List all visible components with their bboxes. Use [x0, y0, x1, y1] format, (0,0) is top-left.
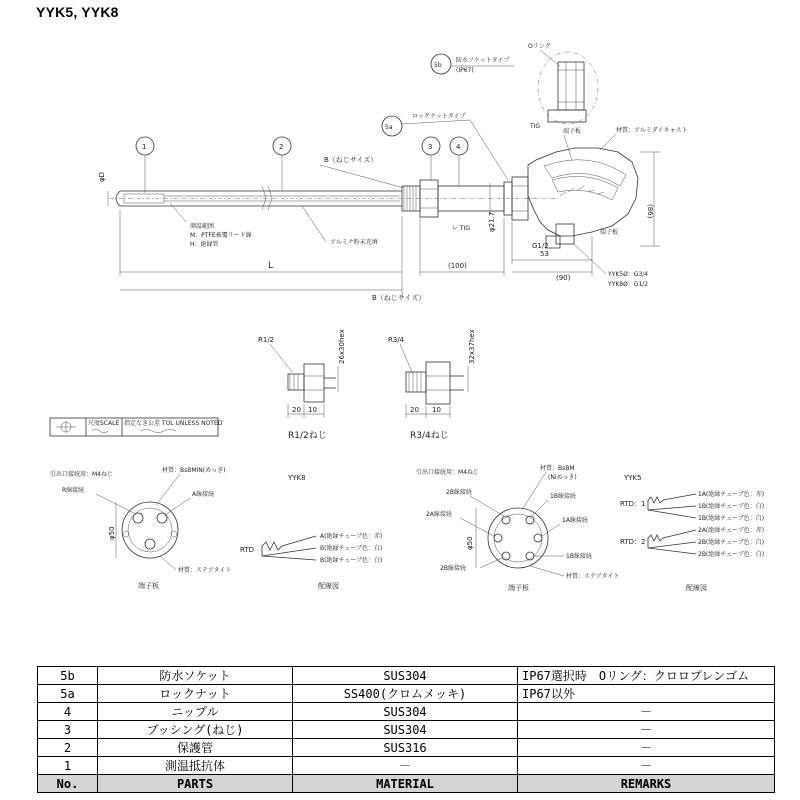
cell-part: ロックナット [98, 685, 293, 703]
thread-r12-dim-b: 10 [308, 406, 317, 414]
yyk5-rtd2: RTD：2 [620, 538, 646, 546]
label-terminal-board: 端子板 [563, 128, 582, 135]
balloon-4: 4 [456, 143, 461, 151]
dim-b-bottom: B（ねじサイズ） [372, 294, 426, 302]
yyk8-terminal-board [50, 466, 306, 590]
yyk5-wiring-caption: 配線図 [686, 584, 707, 592]
cell-no: 4 [38, 703, 98, 721]
yyk5-line-4: 2A(絶縁チューブ色：赤) [698, 527, 765, 534]
balloon-5b: 5b [434, 62, 442, 69]
yyk8-line-a: A(絶縁チューブ色：赤) [320, 533, 383, 540]
parts-table [37, 666, 775, 793]
yyk5-w2a: 2A線接続 [426, 511, 452, 518]
header-material: MATERIAL [293, 775, 518, 793]
label-terminal-board-2: 端子板 [600, 229, 619, 236]
yyk8-wiring [240, 532, 382, 590]
cell-part: 保護管 [98, 739, 293, 757]
yyk5-line-1: 1A(絶縁チューブ色：赤) [698, 491, 765, 498]
dim-53: 53 [540, 250, 549, 258]
thread-r12-caption: R1/2ねじ [288, 431, 327, 441]
yyk5-line-5: 2B(絶縁チューブ色：白) [698, 539, 765, 546]
dim-d: φD [98, 171, 106, 182]
thread-r12-label: R1/2 [258, 336, 275, 344]
yyk5-fixing: 材質：ステアタイト [566, 573, 620, 580]
table-row [38, 721, 775, 739]
dim-90: (90) [556, 274, 571, 282]
thread-r12-dim-a: 20 [292, 406, 301, 414]
yyk5-dia: φ50 [466, 536, 474, 550]
yyk8-spec: YYK8Ø：G1/2 [608, 281, 649, 288]
yyk8-material: 材質：BsBMIN(めっき) [162, 467, 226, 474]
cell-part: ブッシング(ねじ) [98, 721, 293, 739]
yyk5-spec: YYK5Ø：G3/4 [608, 271, 649, 278]
cell-no: 1 [38, 757, 98, 775]
yyk5-rtd1: RTD：1 [620, 500, 646, 508]
cell-remarks: － [518, 721, 775, 739]
cell-remarks: IP67選択時 Oリング：クロロプレンゴム [518, 667, 775, 685]
thread-r34-dim-a: 20 [410, 406, 419, 414]
cell-material: SUS304 [293, 703, 518, 721]
dim-100: (100) [448, 262, 467, 270]
table-row [38, 685, 775, 703]
yyk5-line-3: 1B(絶縁チューブ色：白) [698, 515, 765, 522]
cell-remarks: － [518, 703, 775, 721]
cell-remarks: IP67以外 [518, 685, 775, 703]
label-oring: Oリング [528, 43, 551, 50]
cell-material: SUS316 [293, 739, 518, 757]
title-box-scale: 尺度SCALE [88, 420, 120, 427]
thread-r34-dim-b: 10 [432, 406, 441, 414]
thread-r34-hex: 32x37hex [468, 329, 476, 364]
table-header-row [38, 775, 775, 793]
header-remarks: REMARKS [518, 775, 775, 793]
dim-g12: G1/2 [532, 242, 549, 250]
balloon-1: 1 [142, 143, 147, 151]
yyk5-material2: (Niめっき) [548, 474, 577, 481]
yyk5-w1b-b: 1B線接続 [566, 553, 592, 560]
label-meas-range: 測温範囲 [190, 223, 215, 230]
cell-no: 5a [38, 685, 98, 703]
thread-r12-hex: 26x30hex [338, 329, 346, 364]
dim-l: L [268, 261, 274, 271]
table-row [38, 703, 775, 721]
title-box [50, 418, 223, 436]
cell-remarks: － [518, 757, 775, 775]
header-parts: PARTS [98, 775, 293, 793]
thread-view-r34 [388, 329, 476, 441]
cell-no: 2 [38, 739, 98, 757]
yyk8-a-wire: A線接続 [192, 491, 215, 498]
balloon-3: 3 [428, 143, 433, 151]
yyk5-line-2: 1B(絶縁チューブ色：白) [698, 503, 765, 510]
cell-part: 測温抵抗体 [98, 757, 293, 775]
yyk8-line-b: B(絶縁チューブ色：白) [320, 545, 383, 552]
balloon-5a: 5a [385, 124, 393, 131]
label-5a: ロックナットタイプ [412, 113, 466, 120]
yyk8-term-screw: 引出口接続用：M4ねじ [50, 471, 113, 478]
cell-no: 3 [38, 721, 98, 739]
yyk8-line-b2: B(絶縁チューブ色：白) [320, 557, 383, 564]
yyk8-wiring-caption: 配線図 [318, 582, 339, 590]
label-b-thread: B（ねじサイズ） [324, 156, 378, 164]
yyk5-board-caption: 端子板 [508, 584, 529, 592]
dim-86: (86) [646, 204, 654, 219]
cell-no: 5b [38, 667, 98, 685]
cell-remarks: － [518, 739, 775, 757]
yyk5-wiring [620, 490, 764, 592]
balloon-2: 2 [279, 143, 284, 151]
yyk5-w1a: 1A線接続 [562, 517, 588, 524]
yyk8-dia: φ50 [108, 526, 116, 540]
yyk8-board-caption: 端子板 [138, 582, 159, 590]
label-terminal-material: 材質：アルミダイキャスト [616, 127, 688, 134]
cell-part: ニップル [98, 703, 293, 721]
label-5b-ip: (IP67) [456, 67, 474, 74]
yyk5-material: 材質：BsBM [540, 465, 575, 472]
yyk8-model: YYK8 [288, 474, 306, 482]
yyk5-terminal-board [416, 464, 642, 592]
cell-part: 防水ソケット [98, 667, 293, 685]
label-tig-mid: レ TIG [452, 225, 470, 232]
page-title: YYK5, YYK8 [36, 4, 119, 20]
cell-material: SUS304 [293, 721, 518, 739]
label-5b: 防水ソケットタイプ [456, 57, 510, 64]
yyk8-fixing: 材質：ステアタイト [178, 567, 232, 574]
label-m-ptfe: M：PTFE被覆リード線 [190, 232, 252, 239]
yyk5-term-screw: 引出口接続用：M4ねじ [416, 469, 479, 476]
yyk5-line-6: 2B(絶縁チューブ色：白) [698, 551, 765, 558]
yyk5-model: YYK5 [624, 474, 642, 482]
main-assembly-view [98, 42, 688, 302]
table-row [38, 739, 775, 757]
label-alumina: アルミナ粉末充填 [330, 239, 378, 246]
cell-material: SUS304 [293, 667, 518, 685]
thread-r34-caption: R3/4ねじ [410, 431, 449, 441]
title-box-tol: 指定なき公差 TOL UNLESS NOTED [124, 420, 223, 427]
dim-21-7: φ21.7 [488, 211, 496, 232]
table-row [38, 757, 775, 775]
yyk5-w1b: 1B線接続 [550, 493, 576, 500]
cell-material: － [293, 757, 518, 775]
yyk5-w2b: 2B線接続 [446, 489, 472, 496]
thread-r34-label: R3/4 [388, 336, 405, 344]
label-h-glass: H：絶縁管 [190, 241, 219, 248]
table-row [38, 667, 775, 685]
yyk8-rtd: RTD [240, 546, 255, 554]
yyk8-r-wire: R線接続 [62, 487, 85, 494]
header-no: No. [38, 775, 98, 793]
yyk5-w2b-b: 2B線接続 [440, 565, 466, 572]
thread-view-r12 [258, 329, 346, 441]
cell-material: SS400(クロムメッキ) [293, 685, 518, 703]
label-tig-top: TIG [530, 123, 541, 130]
